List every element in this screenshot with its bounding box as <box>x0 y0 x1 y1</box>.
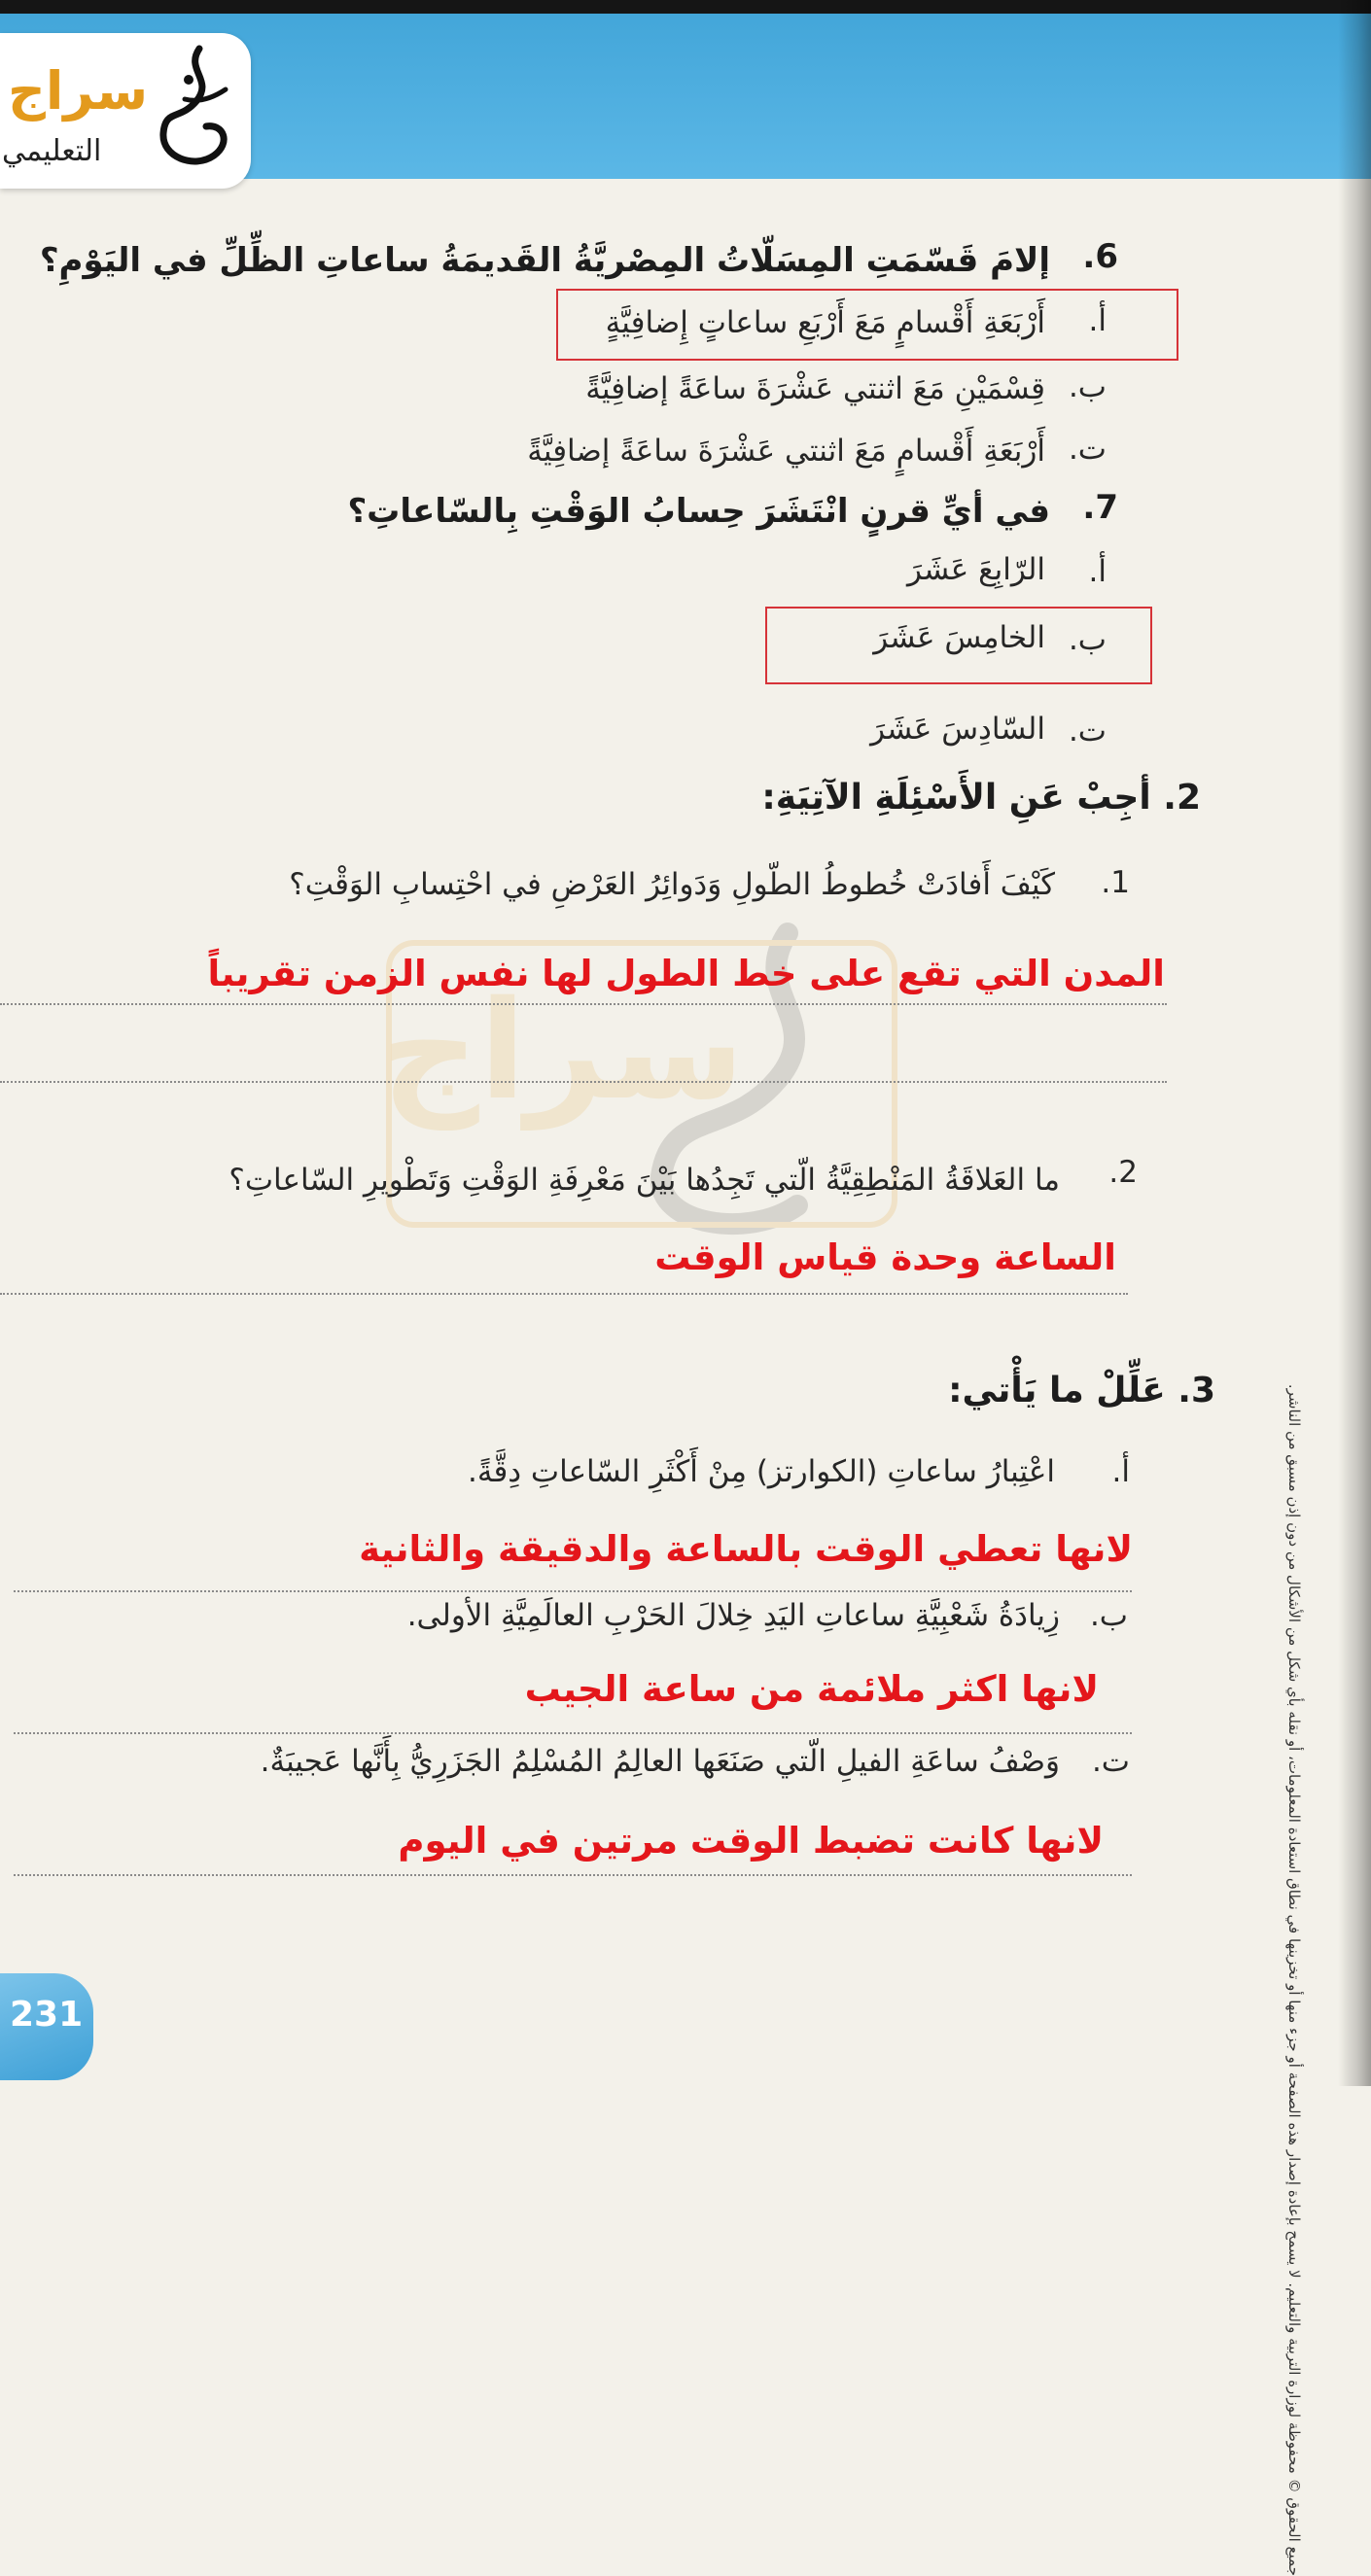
calligraphy-icon <box>146 41 243 182</box>
q6-option-a[interactable]: أَرْبَعَةِ أَقْسامٍ مَعَ أَرْبَعِ ساعاتٍ إِضافِيَّةٍ <box>605 305 1045 340</box>
sec2-q1-text: كَيْفَ أَفادَتْ خُطوطُ الطّولِ وَدَوائِرُ العَرْضِ في احْتِسابِ الوَقْتِ؟ <box>289 867 1055 902</box>
answer-line <box>0 1003 1167 1005</box>
sec2-q2-number: 2. <box>1108 1155 1138 1190</box>
q6-text: إلامَ قَسّمَتِ المِسَلّاتُ المِصْريَّةُ القَديمَةُ ساعاتِ الظِّلِّ في اليَوْمِ؟ <box>39 241 1050 280</box>
sec2-q2-answer: الساعة وحدة قياس الوقت <box>654 1236 1116 1278</box>
top-dark-strip <box>0 0 1371 14</box>
sec3-a-answer: لانها تعطي الوقت بالساعة والدقيقة والثانية <box>359 1528 1133 1570</box>
answer-line <box>14 1590 1132 1592</box>
sec3-b-label: ب. <box>1089 1598 1128 1633</box>
watermark-text: سراج <box>381 972 745 1131</box>
copyright-note: جميع الحقوق © محفوظة لوزارة التربية والتعليم. لا يسمح بإعادة إصدار هذه الصفحة أو جزء منها أو تخزينها في نطاق استعادة المعلومات، أو نقله بأي شكل من الأشكال من دون إذن مسبق من الناشر. <box>1285 1383 1303 2576</box>
answer-line <box>14 1874 1132 1876</box>
q7-option-t[interactable]: السّادِسَ عَشَرَ <box>870 712 1045 747</box>
q6-number: 6. <box>1082 237 1118 276</box>
logo-title: سراج <box>8 60 149 122</box>
q7-option-a[interactable]: الرّابِعَ عَشَرَ <box>906 552 1045 587</box>
q6-option-a-label: أ. <box>1088 303 1107 338</box>
sec2-q2-text: ما العَلاقَةُ المَنْطِقِيَّةُ الّتي تَجِدُها بَيْنَ مَعْرِفَةِ الوَقْتِ وَتَطْويرِ السّاعاتِ؟ <box>228 1163 1060 1198</box>
sec3-t-text: وَصْفُ ساعَةِ الفيلِ الّتي صَنَعَها العالِمُ المُسْلِمُ الجَزَرِيُّ بِأَنَّها عَجيبَةٌ. <box>260 1744 1060 1779</box>
q7-option-a-label: أ. <box>1088 554 1107 589</box>
sec3-a-label: أ. <box>1111 1454 1130 1489</box>
q6-option-t[interactable]: أَرْبَعَةِ أَقْسامٍ مَعَ اثنتي عَشْرَةَ ساعَةً إضافِيَّةً <box>527 434 1045 469</box>
page-edge-shadow <box>1338 0 1371 2086</box>
sec3-a-text: اعْتِبارُ ساعاتِ (الكوارتز) مِنْ أَكْثَرِ السّاعاتِ دِقَّةً. <box>467 1454 1055 1489</box>
sec3-b-answer: لانها اكثر ملائمة من ساعة الجيب <box>524 1668 1099 1710</box>
section-2-title: 2. أجِبْ عَنِ الأَسْئِلَةِ الآتِيَةِ: <box>761 778 1201 818</box>
sec2-q1-number: 1. <box>1101 865 1130 900</box>
sec3-t-label: ت. <box>1091 1744 1130 1779</box>
answer-line <box>0 1293 1128 1295</box>
q7-number: 7. <box>1082 488 1118 527</box>
page-number: 231 <box>10 1995 84 2035</box>
sec3-t-answer: لانها كانت تضبط الوقت مرتين في اليوم <box>398 1820 1104 1862</box>
logo-subtitle: التعليمي <box>2 134 102 168</box>
q7-option-b[interactable]: الخامِسَ عَشَرَ <box>873 620 1045 655</box>
q7-option-b-label: ب. <box>1068 622 1107 657</box>
q6-option-b[interactable]: قِسْمَيْنِ مَعَ اثنتي عَشْرَةَ ساعَةً إضافِيَّةً <box>585 371 1045 406</box>
q7-option-t-label: ت. <box>1068 714 1107 748</box>
answer-line <box>14 1732 1132 1734</box>
sec3-b-text: زِيادَةُ شَعْبِيَّةِ ساعاتِ اليَدِ خِلالَ الحَرْبِ العالَمِيَّةِ الأولى. <box>406 1598 1060 1633</box>
sec2-q1-answer: المدن التي تقع على خط الطول لها نفس الزمن تقريباً <box>207 953 1165 994</box>
section-3-title: 3. عَلِّلْ ما يَأْتي: <box>948 1371 1215 1410</box>
q7-text: في أيِّ قرنٍ انْتَشَرَ حِسابُ الوَقْتِ بِالسّاعاتِ؟ <box>347 492 1050 531</box>
sirag-logo <box>0 33 251 189</box>
answer-line <box>0 1081 1167 1083</box>
q6-option-t-label: ت. <box>1068 432 1107 467</box>
q6-option-b-label: ب. <box>1068 369 1107 404</box>
